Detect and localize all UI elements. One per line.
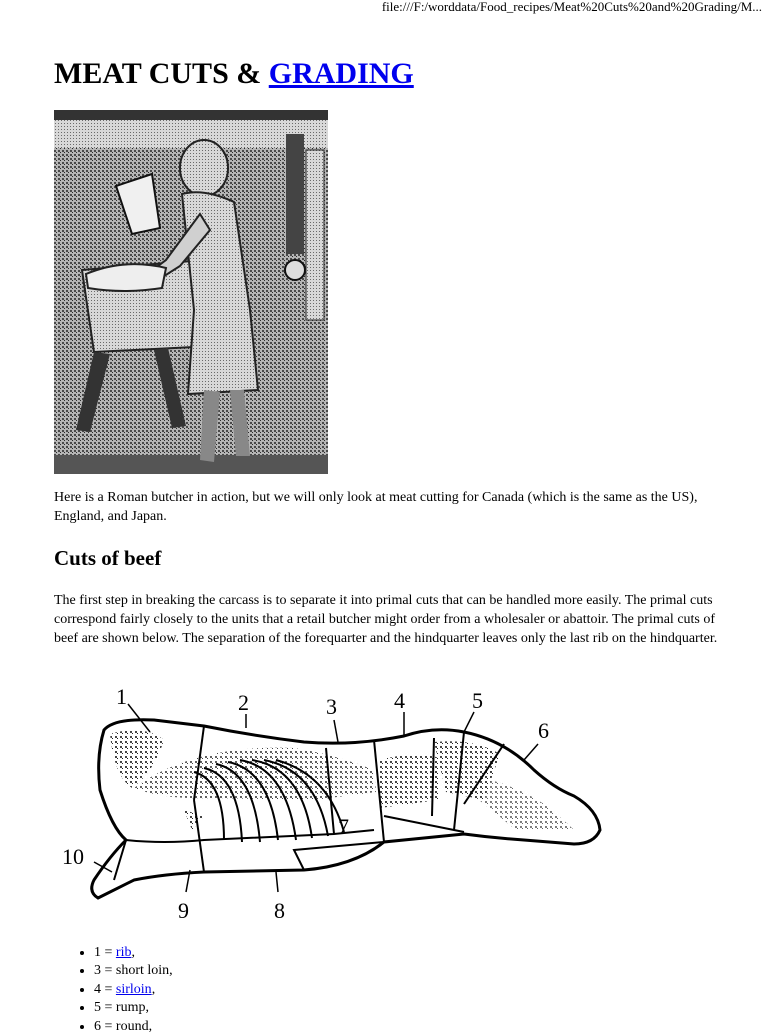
cut-suffix: , — [151, 981, 156, 997]
cut-list — [54, 944, 173, 1036]
beef-primal-cuts-diagram — [54, 680, 614, 930]
diagram-label-3: 3 — [326, 694, 337, 719]
cut-name: rump, — [115, 1000, 149, 1016]
cut-number: 5 = — [94, 1000, 116, 1016]
cut-name: round, — [115, 1018, 153, 1034]
diagram-label-6: 6 — [538, 718, 549, 743]
cut-suffix: , — [131, 945, 135, 960]
diagram-label-8: 8 — [274, 898, 285, 923]
diagram-label-10: 10 — [62, 844, 84, 869]
grading-link[interactable]: GRADING — [268, 57, 414, 90]
primal-cuts-paragraph: The first step in breaking the carcass is to separate it into primal cuts that can be handled more easily. The primal cuts correspond fairly closely to the units that a retail butcher might order from a wholesaler or abattoir. The primal cuts of beef are shown below. The separation of the forequarter and the hindquarter leaves only the last rib on the hindquarter. — [54, 593, 718, 646]
list-item — [94, 1018, 173, 1036]
intro-paragraph: Here is a Roman butcher in action, but we will only look at meat cutting for Canada (which is the same as the US), England, and Japan. — [54, 490, 698, 524]
cut-number: 3 = — [94, 963, 116, 979]
file-url-header: file:///F:/worddata/Food_recipes/Meat%20Cuts%20and%20Grading/M... — [381, 0, 762, 14]
diagram-label-7: 7 — [338, 814, 349, 839]
diagram-label-9: 9 — [178, 898, 189, 923]
rib-link[interactable]: rib — [115, 945, 132, 960]
diagram-label-1: 1 — [116, 684, 127, 709]
page-title — [54, 56, 414, 92]
title-text: MEAT CUTS & — [54, 57, 269, 90]
list-item — [94, 962, 173, 980]
list-item — [94, 944, 173, 962]
cut-number: 1 = — [94, 945, 116, 960]
list-item — [94, 981, 173, 999]
sirloin-link[interactable]: sirloin — [115, 981, 152, 997]
diagram-label-2: 2 — [238, 690, 249, 715]
roman-butcher-image — [54, 110, 328, 474]
diagram-label-4: 4 — [394, 688, 405, 713]
cut-number: 6 = — [94, 1018, 116, 1034]
diagram-label-5: 5 — [472, 688, 483, 713]
cut-name: short loin, — [115, 963, 173, 979]
cuts-of-beef-heading: Cuts of beef — [54, 546, 162, 570]
list-item — [94, 999, 173, 1017]
cut-number: 4 = — [94, 981, 116, 997]
